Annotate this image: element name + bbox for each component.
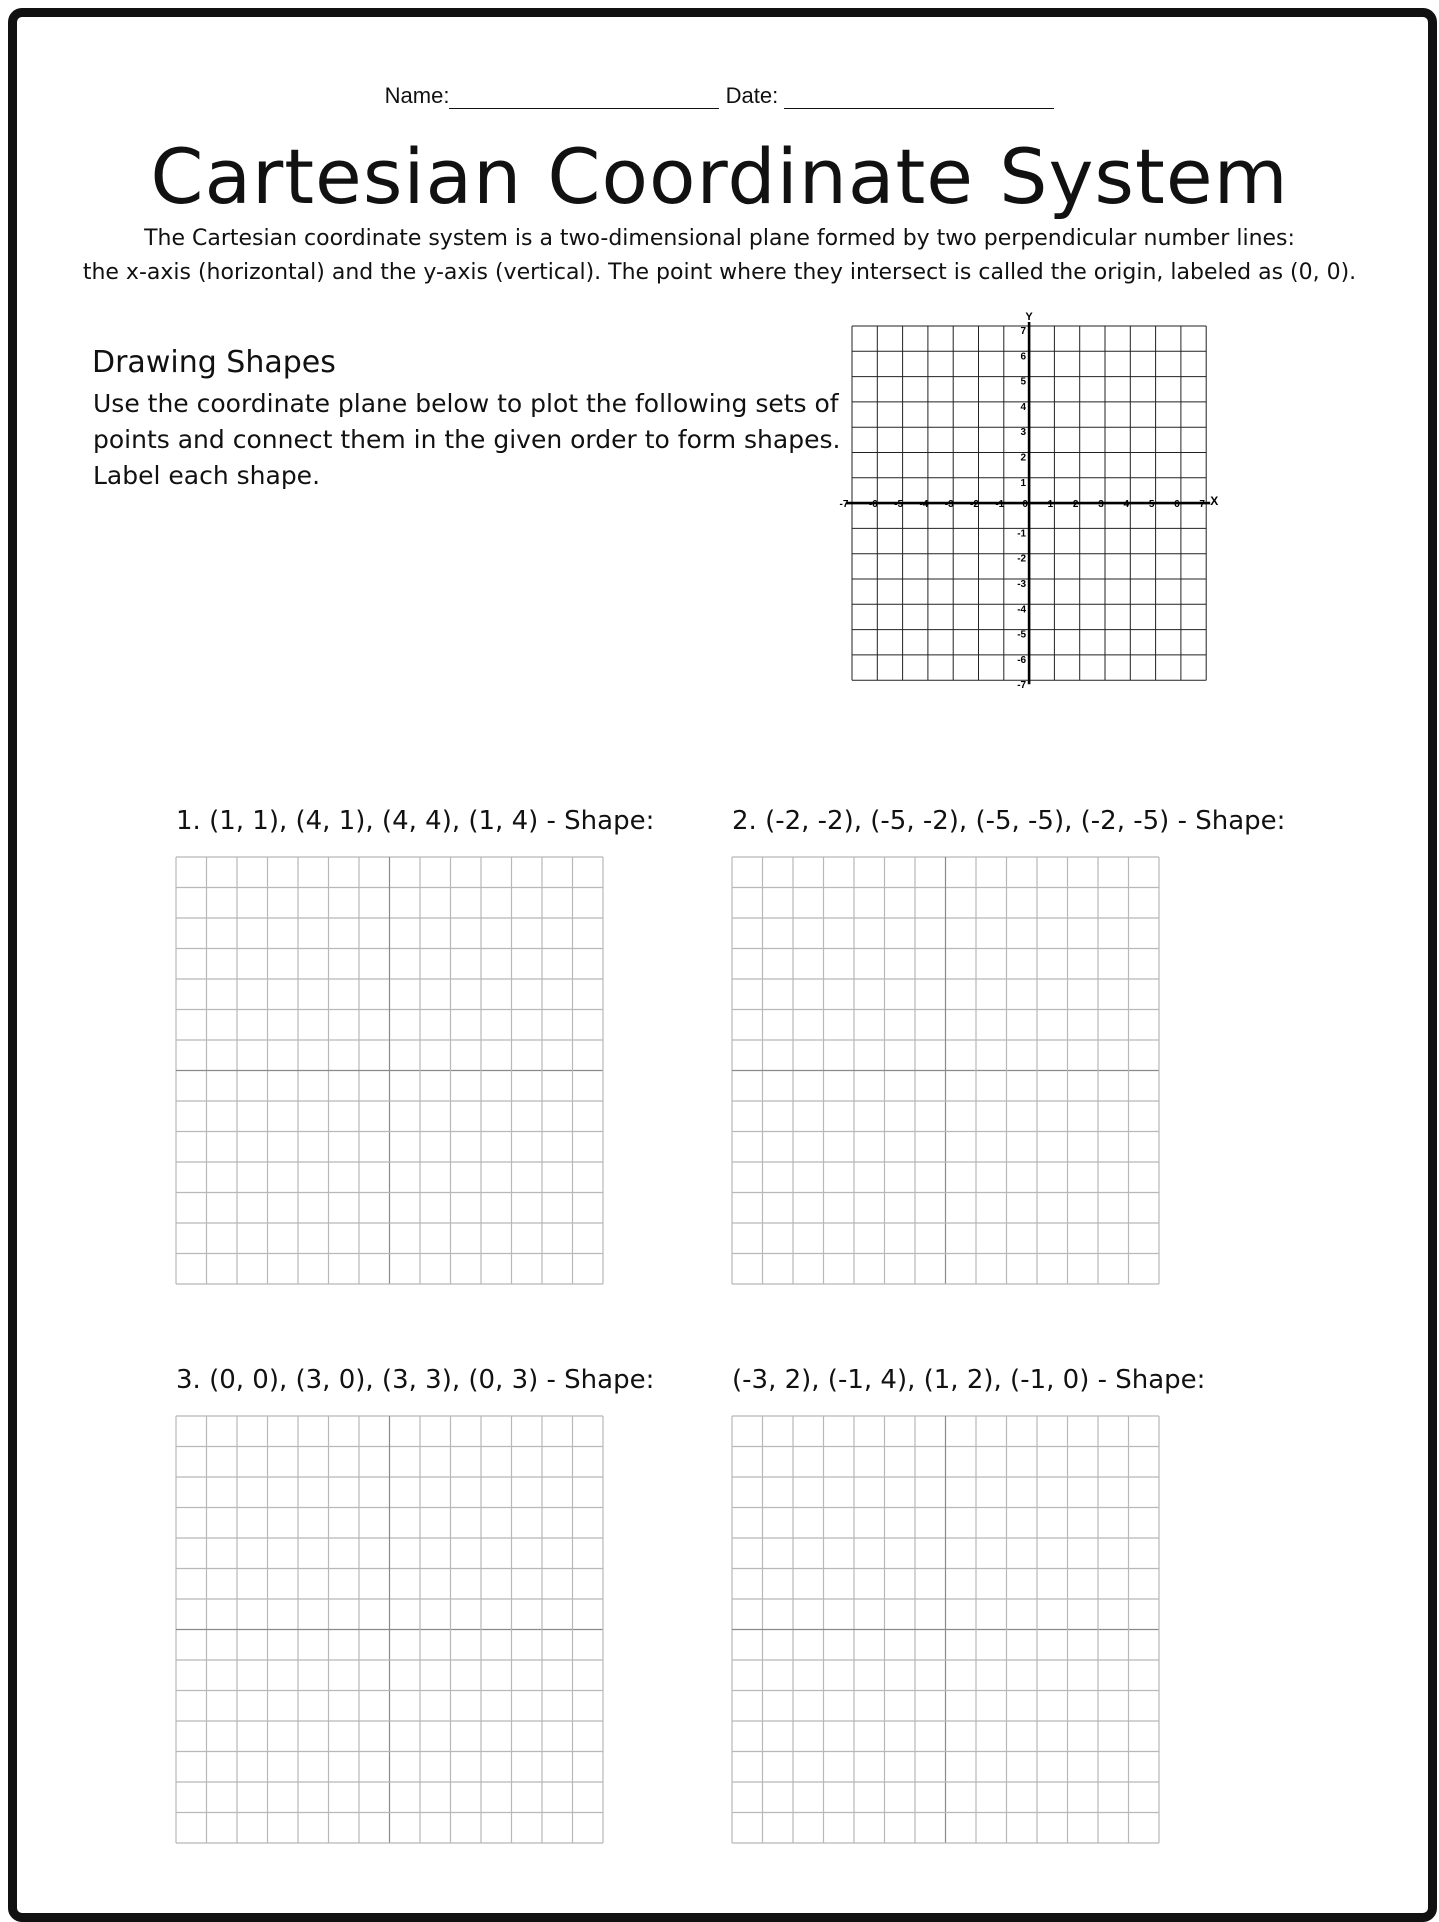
page-title: Cartesian Coordinate System: [150, 132, 1289, 221]
x-tick-label: 7: [1199, 499, 1205, 511]
grid-problem-4[interactable]: [731, 1415, 1161, 1847]
problem-3-label: 3. (0, 0), (3, 0), (3, 3), (0, 3) - Shape:: [176, 1365, 655, 1395]
date-label: Date:: [725, 83, 779, 108]
y-tick-label: -1: [1017, 528, 1027, 540]
section-instructions: [93, 386, 843, 494]
x-tick-label: 6: [1174, 499, 1180, 511]
intro-line-2: the x-axis (horizontal) and the y-axis (vertical). The point where they intersect is called the origin, labeled as (0, 0).: [82, 260, 1357, 285]
y-tick-label: -6: [1017, 654, 1027, 666]
x-tick-label: -1: [995, 499, 1005, 511]
problem-1-label: 1. (1, 1), (4, 1), (4, 4), (1, 4) - Shape:: [176, 806, 655, 836]
y-tick-label: 6: [1020, 351, 1027, 363]
name-field[interactable]: [449, 86, 719, 109]
x-tick-label: -3: [944, 499, 954, 511]
y-tick-label: -4: [1017, 604, 1027, 616]
y-tick-label: 5: [1020, 376, 1027, 388]
name-date-line: [0, 83, 1439, 109]
instruction-line-3: Label each shape.: [93, 461, 321, 490]
intro-paragraph: [40, 222, 1399, 290]
grid-problem-3[interactable]: [175, 1415, 605, 1847]
x-tick-label: -5: [894, 499, 904, 511]
x-tick-label: -6: [868, 499, 878, 511]
x-tick-label: -4: [919, 499, 929, 511]
x-tick-label: -7: [839, 499, 849, 511]
y-tick-label: -7: [1017, 680, 1027, 692]
x-axis-label: X: [1210, 494, 1219, 509]
y-tick-label: -5: [1017, 629, 1027, 641]
y-tick-label: -3: [1017, 579, 1027, 590]
x-tick-label: -2: [970, 499, 979, 511]
grid-problem-2[interactable]: [731, 856, 1161, 1288]
y-tick-label: 7: [1020, 326, 1027, 337]
x-tick-label: 0: [1022, 499, 1028, 511]
name-label: Name:: [384, 83, 450, 108]
y-tick-label: 3: [1020, 427, 1027, 439]
coordinate-plane: [832, 310, 1222, 700]
y-tick-label: 1: [1020, 477, 1027, 489]
section-title: Drawing Shapes: [92, 345, 336, 380]
problem-2-label: 2. (-2, -2), (-5, -2), (-5, -5), (-2, -5) - Shape:: [732, 806, 1286, 836]
x-tick-label: 5: [1148, 499, 1155, 511]
y-tick-label: -2: [1017, 553, 1027, 565]
intro-line-1: The Cartesian coordinate system is a two-dimensional plane formed by two perpendicular number lines:: [144, 226, 1295, 251]
y-axis-label: Y: [1025, 311, 1033, 323]
x-tick-label: 2: [1072, 499, 1079, 511]
y-tick-label: 4: [1020, 401, 1027, 413]
date-field[interactable]: [784, 86, 1054, 109]
y-tick-label: 2: [1020, 452, 1027, 464]
x-tick-label: 3: [1098, 499, 1104, 511]
x-tick-label: 1: [1047, 499, 1054, 511]
grid-problem-1[interactable]: [175, 856, 605, 1288]
instruction-line-1: Use the coordinate plane below to plot the following sets of: [93, 389, 839, 418]
problem-4-label: (-3, 2), (-1, 4), (1, 2), (-1, 0) - Shape:: [732, 1365, 1206, 1395]
x-tick-label: 4: [1123, 499, 1130, 511]
instruction-line-2: points and connect them in the given order to form shapes.: [93, 425, 841, 454]
